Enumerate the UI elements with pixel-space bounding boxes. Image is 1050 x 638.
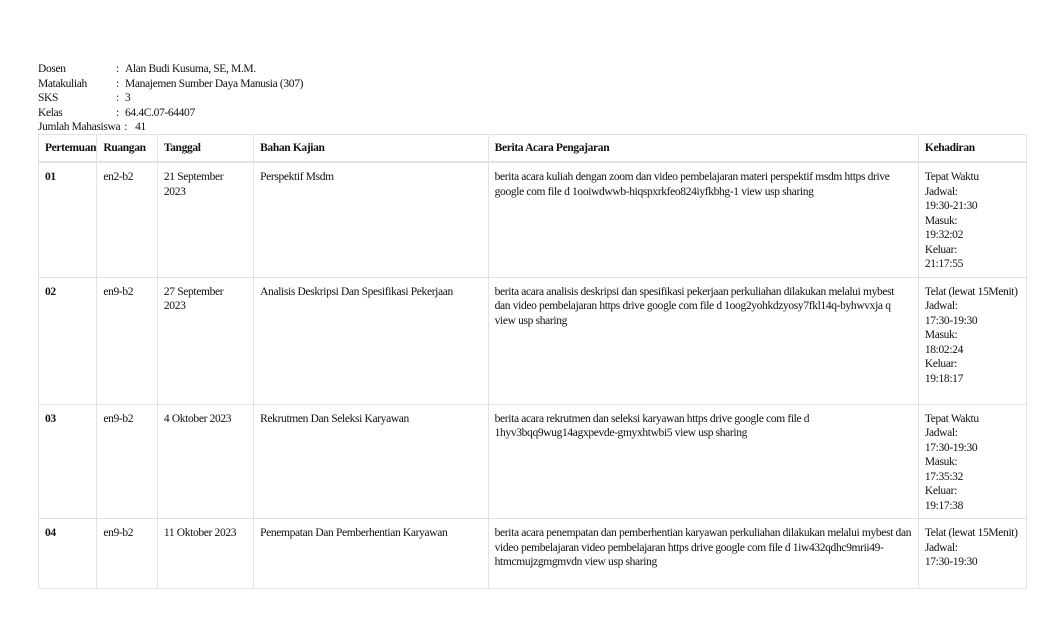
schedule-value: 19:30-21:30: [924, 200, 978, 212]
student-count-row: [38, 120, 303, 135]
meeting-number: 02: [39, 277, 97, 404]
column-header-room: Ruangan: [97, 135, 158, 163]
student-count-label: Jumlah Mahasiswa: [38, 121, 121, 133]
attendance-status: Tepat Waktu: [924, 171, 979, 183]
schedule-label: Jadwal:: [924, 300, 958, 312]
teaching-report-cell: berita acara penempatan dan pemberhentian karyawan perkuliahan dilakukan melalui mybest dan video pembelajaran video pembelajaran https drive google com file d 1iw432qdhc9mrii49-htmcmujzgmgmvdn view usp sharing: [488, 519, 918, 589]
topic-cell: Rekrutmen Dan Seleksi Karyawan: [254, 404, 489, 519]
lecturer-value: Alan Budi Kusuma, SE, M.M.: [125, 63, 256, 75]
attendance-cell: [918, 162, 1026, 277]
class-value: 64.4C.07-64407: [125, 106, 195, 119]
date-cell: 4 Oktober 2023: [157, 404, 253, 519]
teaching-report-cell: berita acara rekrutmen dan seleksi karyawan https drive google com file d 1hyv3bqq9wug14agxpevde-gmyxhtwbi5 view usp sharing: [488, 404, 918, 519]
class-label: Kelas: [38, 106, 63, 119]
table-header-row: [39, 135, 1027, 163]
teaching-record-table: [38, 134, 1027, 589]
attendance-status: Telat (lewat 15Menit): [924, 527, 1018, 539]
separator: :: [116, 63, 119, 75]
check-in-label: Masuk:: [924, 214, 958, 227]
room-cell: en9-b2: [97, 519, 158, 589]
course-value: Manajemen Sumber Daya Manusia (307): [125, 77, 304, 90]
meeting-number: 01: [39, 162, 97, 277]
class-row: [38, 106, 303, 121]
date-cell: 11 Oktober 2023: [157, 519, 253, 589]
column-header-meeting: Pertemuan: [39, 135, 97, 163]
schedule-value: 17:30-19:30: [924, 441, 978, 454]
teaching-report-cell: berita acara analisis deskripsi dan spesifikasi pekerjaan perkuliahan dilakukan melalui mybest dan video pembelajaran https drive google com file d 1oog2yohkdzyosy7fkl14q-byhwvxja q view usp sharing: [488, 277, 918, 404]
student-count-value: 41: [135, 121, 146, 133]
check-out-value: 19:18:17: [924, 372, 963, 385]
schedule-label: Jadwal:: [924, 427, 958, 439]
room-cell: en9-b2: [97, 277, 158, 404]
course-info: [38, 62, 303, 135]
check-out-label: Keluar:: [924, 243, 957, 256]
topic-cell: Analisis Deskripsi Dan Spesifikasi Pekerjaan: [254, 277, 489, 404]
attendance-status: Tepat Waktu: [924, 412, 979, 425]
credits-row: [38, 91, 303, 106]
schedule-value: 17:30-19:30: [924, 314, 978, 327]
check-out-label: Keluar:: [924, 358, 957, 370]
column-header-teaching-report: Berita Acara Pengajaran: [488, 135, 918, 163]
attendance-cell: [918, 519, 1026, 589]
check-out-value: 21:17:55: [924, 258, 963, 270]
schedule-label: Jadwal:: [924, 541, 958, 554]
separator: :: [116, 77, 119, 90]
credits-value: 3: [125, 92, 131, 104]
table-row: [39, 404, 1027, 519]
check-out-label: Keluar:: [924, 485, 957, 497]
attendance-cell: [918, 277, 1026, 404]
attendance-status: Telat (lewat 15Menit): [924, 285, 1018, 298]
column-header-attendance: Kehadiran: [918, 135, 1026, 163]
table-row: [39, 277, 1027, 404]
topic-cell: Perspektif Msdm: [254, 162, 489, 277]
check-in-value: 18:02:24: [924, 343, 963, 356]
schedule-value: 17:30-19:30: [924, 556, 978, 568]
credits-label: SKS: [38, 92, 59, 104]
column-header-date: Tanggal: [157, 135, 253, 163]
table-row: [39, 519, 1027, 589]
teaching-report-cell: berita acara kuliah dengan zoom dan video pembelajaran materi perspektif msdm https drive google com file d 1ooiwdwwb-hiqspxrkfeo824iyfkbhg-1 view usp sharing: [488, 162, 918, 277]
check-out-value: 19:17:38: [924, 499, 963, 512]
attendance-cell: [918, 404, 1026, 519]
column-header-topic: Bahan Kajian: [254, 135, 489, 163]
check-in-value: 17:35:32: [924, 470, 963, 483]
separator: :: [116, 92, 119, 104]
meeting-number: 03: [39, 404, 97, 519]
lecturer-row: [38, 62, 303, 77]
separator: :: [124, 121, 128, 133]
course-row: [38, 77, 303, 92]
table-row: [39, 162, 1027, 277]
topic-cell: Penempatan Dan Pemberhentian Karyawan: [254, 519, 489, 589]
separator: :: [116, 106, 119, 119]
check-in-label: Masuk:: [924, 456, 958, 468]
room-cell: en9-b2: [97, 404, 158, 519]
date-cell: 27 September 2023: [157, 277, 253, 404]
lecturer-label: Dosen: [38, 63, 66, 75]
check-in-value: 19:32:02: [924, 229, 963, 241]
schedule-label: Jadwal:: [924, 185, 958, 198]
date-cell: 21 September 2023: [157, 162, 253, 277]
check-in-label: Masuk:: [924, 329, 958, 341]
room-cell: en2-b2: [97, 162, 158, 277]
course-label: Matakuliah: [38, 77, 87, 90]
meeting-number: 04: [39, 519, 97, 589]
